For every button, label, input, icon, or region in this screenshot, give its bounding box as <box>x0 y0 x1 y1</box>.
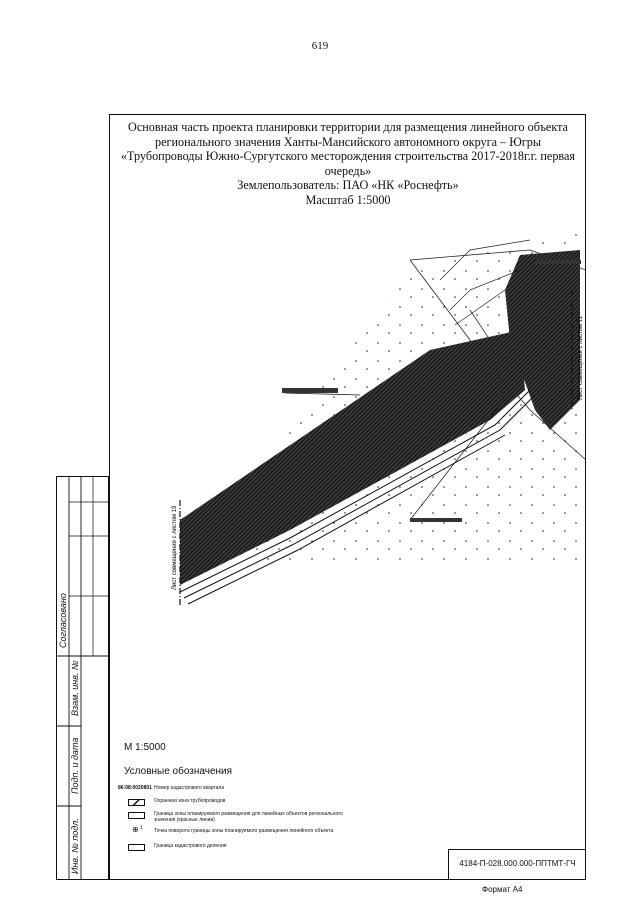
map-callout-1 <box>282 388 338 393</box>
stamp-agreed: Согласовано <box>58 593 68 648</box>
match-line-left-label: Лист совмещения с листом 19 <box>172 505 178 590</box>
stamp-inv-original: Инв. № подл. <box>70 818 80 874</box>
map-callout-3 <box>535 260 581 264</box>
legend-label: Граница кадастрового деления <box>154 843 227 849</box>
legend-item-cadastral-quarter <box>118 784 378 797</box>
page-number: 619 <box>311 40 329 52</box>
legend-label: Граница зоны планируемого размещения для линейных объектов регионального значения (красные линии) <box>154 811 343 823</box>
placement-zone-symbol <box>128 812 145 819</box>
scale-label: М 1:5000 <box>124 742 166 753</box>
title-line-1: Основная часть проекта планировки территории для размещения линейного объекта <box>128 120 568 134</box>
legend-label: Точка поворота границы зоны планируемого размещения линейного объекта <box>154 828 334 834</box>
legend-label: Номер кадастрового квартала <box>154 785 225 791</box>
legend <box>118 784 378 855</box>
stamp-sign-date: Подп. и дата <box>70 737 80 794</box>
planning-map <box>110 230 586 610</box>
protection-zone-symbol <box>128 799 145 806</box>
stamp-replaced-inv: Взам. инв. № <box>70 660 80 716</box>
title-line-2: регионального значения Ханты-Мансийского автономного округа – Югры <box>154 134 542 149</box>
legend-item-turn-point <box>118 827 378 842</box>
side-stamp <box>56 476 109 880</box>
turn-point-icon: ⊕ <box>132 825 139 834</box>
format-label: Формат А4 <box>482 885 523 894</box>
map-callout-2 <box>410 518 462 522</box>
scale-line: Масштаб 1:5000 <box>305 192 391 207</box>
cadastral-boundary-symbol <box>128 844 145 851</box>
title-block <box>112 120 584 208</box>
match-line-right-label: Лист совмещения с листом 11 <box>578 315 584 400</box>
legend-label: Охранная зона трубопроводов <box>154 798 226 804</box>
title-line-3: «Трубопроводы Южно-Сургутского месторождения строительства 2017-2018г.г. первая <box>120 149 576 164</box>
legend-item-placement-zone <box>118 810 378 827</box>
side-stamp-grid <box>56 476 109 880</box>
legend-item-cadastral-boundary <box>118 842 378 855</box>
land-user-line: Землепользователь: ПАО «НК «Роснефть» <box>237 178 459 193</box>
turn-point-number: 1 <box>140 825 143 831</box>
legend-code: 86:08:0020801 <box>118 785 152 791</box>
legend-title: Условные обозначения <box>124 766 233 777</box>
document-code: 4184-П-028.000.000-ППТМТ-ГЧ <box>448 849 586 880</box>
legend-item-protection-zone <box>118 797 378 810</box>
title-line-4: очередь» <box>324 163 372 178</box>
